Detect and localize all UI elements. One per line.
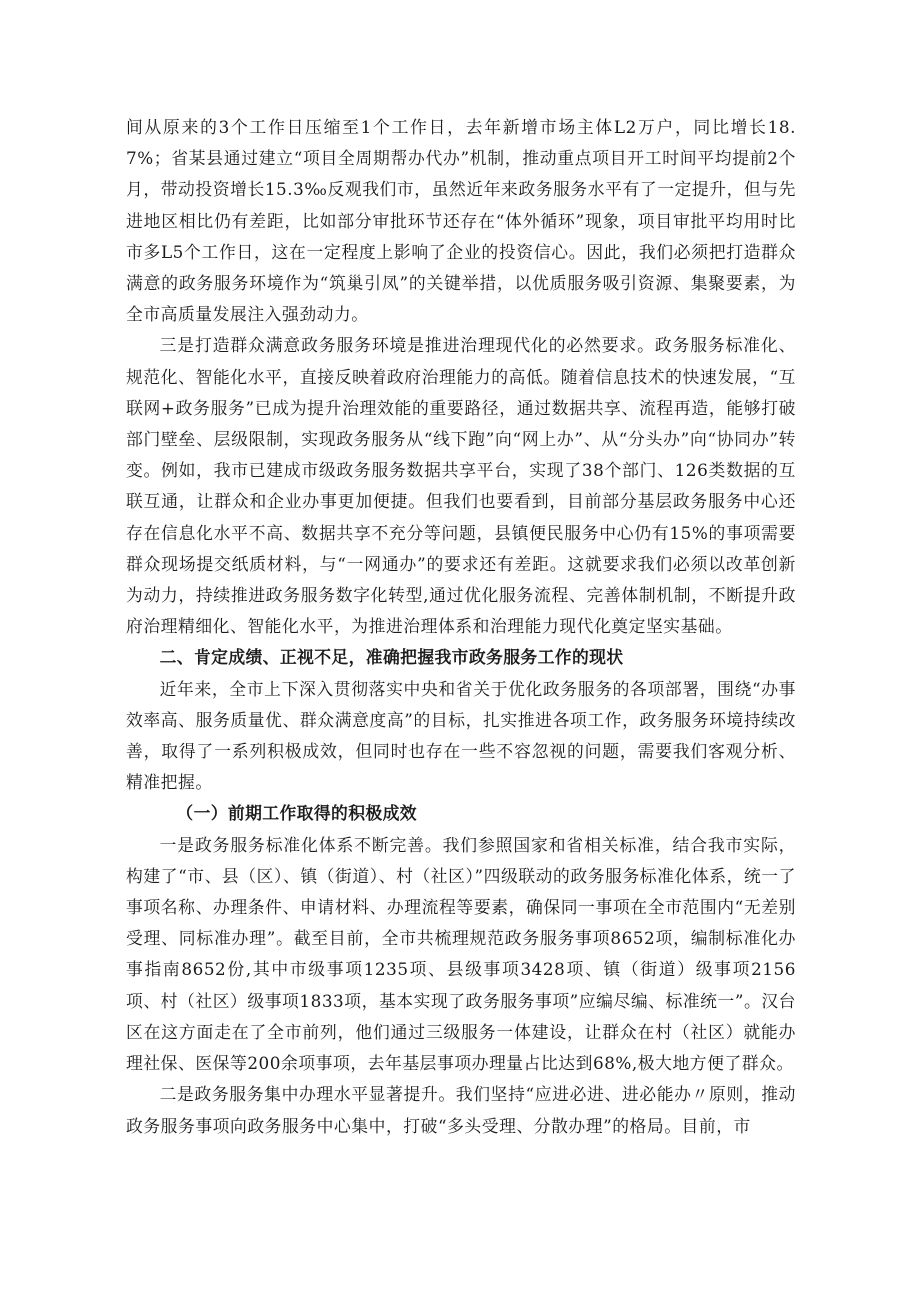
subsection-heading: （一）前期工作取得的积极成效 bbox=[176, 803, 417, 824]
document-body bbox=[126, 112, 796, 1142]
body-paragraph: 间从原来的3个工作日压缩至1个工作日，去年新增市场主体L2万户，同比增长18.7%；省某县通过建立“项目全周期帮办代办”机制，推动重点项目开工时间平均提前2个月，带动投资增长15.3‰反观我们市，虽然近年来政务服务水平有了一定提升，但与先进地区相比仍有差距，比如部分审批环节还存在“体外循环”现象，项目审批平均用时比市多L5个工作日，这在一定程度上影响了企业的投资信心。因此，我们必须把打造群众满意的政务服务环境作为“筑巢引凤”的关键举措，以优质服务吸引资源、集聚要素，为全市高质量发展注入强劲动力。 bbox=[126, 117, 796, 325]
section-heading: 二、肯定成绩、正视不足，准确把握我市政务服务工作的现状 bbox=[159, 647, 624, 668]
body-paragraph: 近年来，全市上下深入贯彻落实中央和省关于优化政务服务的各项部署，围绕“办事效率高、服务质量优、群众满意度高”的目标，扎实推进各项工作，政务服务环境持续改善，取得了一系列积极成效，但同时也存在一些不容忽视的问题，需要我们客观分析、精准把握。 bbox=[126, 678, 796, 793]
body-paragraph: 一是政务服务标准化体系不断完善。我们参照国家和省相关标准，结合我市实际，构建了“市、县（区）、镇（街道）、村（社区）”四级联动的政务服务标准化体系，统一了事项名称、办理条件、申请材料、办理流程等要素，确保同一事项在全市范围内“无差别受理、同标准办理”。截至目前，全市共梳理规范政务服务事项8652项，编制标准化办事指南8652份,其中市级事项1235项、县级事项3428项、镇（街道）级事项2156项、村（社区）级事项1833项，基本实现了政务服务事项”应编尽编、标准统一”。汉台区在这方面走在了全市前列，他们通过三级服务一体建设，让群众在村（社区）就能办理社保、医保等200余项事项，去年基层事项办理量占比达到68%,极大地方便了群众。 bbox=[126, 834, 796, 1074]
body-paragraph: 三是打造群众满意政务服务环境是推进治理现代化的必然要求。政务服务标准化、规范化、智能化水平，直接反映着政府治理能力的高低。随着信息技术的快速发展，“互联网+政务服务”已成为提升治理效能的重要路径，通过数据共享、流程再造，能够打破部门壁垒、层级限制，实现政务服务从“线下跑”向“网上办”、从“分头办”向“协同办”转变。例如，我市已建成市级政务服务数据共享平台，实现了38个部门、126类数据的互联互通，让群众和企业办事更加便捷。但我们也要看到，目前部分基层政务服务中心还存在信息化水平不高、数据共享不充分等问题，县镇便民服务中心仍有15%的事项需要群众现场提交纸质材料，与“一网通办”的要求还有差距。这就要求我们必须以改革创新为动力，持续推进政务服务数字化转型,通过优化服务流程、完善体制机制，不断提升政府治理精细化、智能化水平，为推进治理体系和治理能力现代化奠定坚实基础。 bbox=[126, 335, 796, 637]
body-paragraph: 二是政务服务集中办理水平显著提升。我们坚持“应进必进、进必能办〃原则，推动政务服务事项向政务服务中心集中，打破“多头受理、分散办理”的格局。目前，市 bbox=[126, 1084, 796, 1136]
